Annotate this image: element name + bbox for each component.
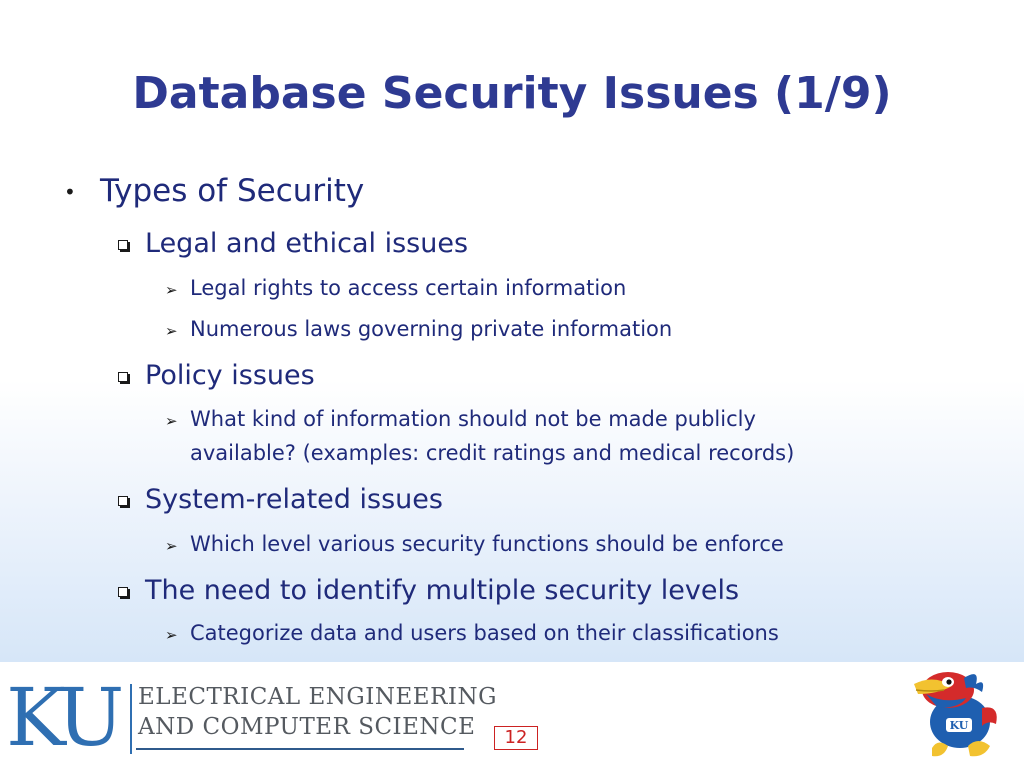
round-bullet-icon: • (64, 180, 76, 204)
bullet-what-kind-line1: What kind of information should not be made publicly (190, 407, 756, 431)
footer-rule (136, 748, 464, 750)
dept-name-line2: AND COMPUTER SCIENCE (138, 714, 476, 740)
bullet-policy-issues: Policy issues (145, 360, 315, 391)
page-number: 12 (494, 726, 538, 750)
ku-logo-divider (130, 684, 132, 754)
arrowhead-icon: ➢ (165, 281, 178, 299)
checkbox-square-icon (118, 496, 128, 506)
bullet-numerous-laws: Numerous laws governing private information (190, 317, 673, 341)
bullet-security-levels: The need to identify multiple security levels (145, 575, 740, 606)
svg-text:KU: KU (949, 719, 969, 732)
checkbox-square-icon (118, 587, 128, 597)
checkbox-square-icon (118, 240, 128, 250)
bullet-system-related: System-related issues (145, 484, 443, 515)
bullet-legal-rights: Legal rights to access certain information (190, 276, 627, 300)
jayhawk-mascot-icon (908, 664, 1008, 764)
slide-title: Database Security Issues (1/9) (132, 68, 892, 119)
bullet-types-of-security: Types of Security (100, 173, 365, 209)
arrowhead-icon: ➢ (165, 412, 178, 430)
arrowhead-icon: ➢ (165, 322, 178, 340)
arrowhead-icon: ➢ (165, 537, 178, 555)
bullet-categorize-data: Categorize data and users based on their classifications (190, 621, 779, 645)
bullet-which-level: Which level various security functions should be enforce (190, 532, 784, 556)
ku-logo: KU (6, 671, 119, 764)
arrowhead-icon: ➢ (165, 626, 178, 644)
dept-name-line1: ELECTRICAL ENGINEERING (138, 684, 497, 710)
bullet-what-kind-line2: available? (examples: credit ratings and medical records) (190, 441, 795, 465)
checkbox-square-icon (118, 372, 128, 382)
bullet-legal-ethical: Legal and ethical issues (145, 228, 469, 259)
